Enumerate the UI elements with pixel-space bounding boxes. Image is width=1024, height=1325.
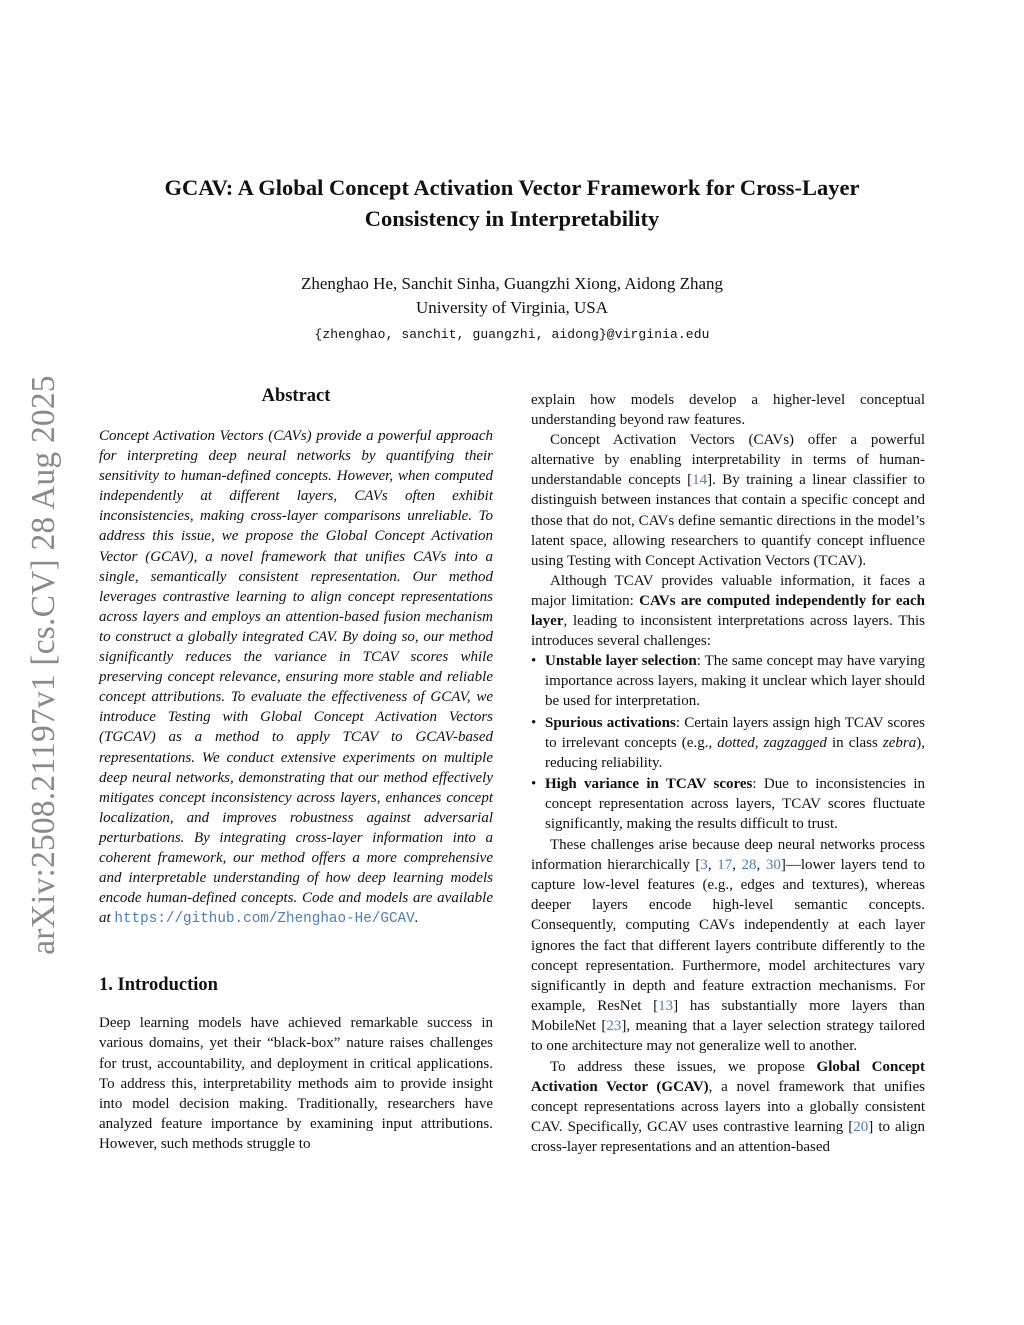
right-paragraph-4 — [531, 1057, 925, 1157]
citation-13[interactable]: 13 — [658, 997, 674, 1014]
bullet2-text: : Certain layers assign high TCAV scores to irrelevant concepts (e.g., — [545, 714, 925, 751]
p2-bold: CAVs are computed independently for each layer — [531, 592, 925, 630]
abstract-body — [99, 426, 493, 929]
author-names: Zhenghao He, Sanchit Sinha, Guangzhi Xiong, Aidong Zhang — [300, 274, 724, 293]
right-paragraph-0: explain how models develop a higher-level conceptual understanding beyond raw features. — [531, 392, 925, 429]
bullet3-text: : Due to inconsistencies in concept representation across layers, TCAV scores fluctuate significantly, making the results difficult to trust. — [545, 775, 926, 832]
bullet2-bold: Spurious activations — [545, 714, 676, 731]
p4-bold: Global Concept Activation Vector (GCAV) — [531, 1059, 925, 1096]
p3-text-a: These challenges arise because deep neural networks process information hierarchically [ — [531, 837, 925, 874]
author-block — [100, 272, 924, 347]
right-paragraph-2 — [531, 571, 925, 651]
p2-text-b: , leading to inconsistent interpretations across layers. This introduces several challenges: — [531, 613, 925, 650]
paper-title — [100, 172, 924, 234]
right-column — [531, 390, 925, 1158]
citation-17[interactable]: 17 — [717, 857, 733, 874]
citation-3[interactable]: 3 — [700, 857, 708, 874]
right-paragraph-1 — [531, 430, 925, 571]
affiliation: University of Virginia, USA — [416, 298, 608, 317]
bullet1-bold: Unstable layer selection — [545, 653, 697, 670]
author-emails: {zhenghao, sanchit, guangzhi, aidong}@virginia.edu — [314, 327, 710, 342]
intro-heading: 1. Introduction — [99, 975, 218, 996]
p2-text-a: Although TCAV provides valuable information, it faces a major limitation: — [531, 572, 925, 609]
code-link[interactable]: https://github.com/Zhenghao-He/GCAV — [114, 911, 415, 928]
p3-text-d: ], meaning that a layer selection strategy tailored to one architecture may not generalize well to another. — [531, 1017, 925, 1054]
title-line-2: Consistency in Interpretability — [364, 206, 660, 231]
p3-text-c: ] has substantially more layers than MobileNet [ — [531, 997, 925, 1034]
citation-30[interactable]: 30 — [765, 857, 781, 874]
p4-text-a: To address these issues, we propose — [550, 1059, 817, 1076]
abstract-heading: Abstract — [261, 386, 331, 406]
intro-paragraph-1: Deep learning models have achieved remarkable success in various domains, yet their “black-box” nature raises challenges for trust, accountability, and deployment in critical applications. To address this, interpretability methods aim to provide insight into model decision making. Traditionally, researchers have analyzed feature importance by examining input attributions. However, such methods struggle to — [99, 1015, 493, 1152]
arxiv-stamp: arXiv:2508.21197v1 [cs.CV] 28 Aug 2025 — [25, 375, 62, 955]
citation-14[interactable]: 14 — [692, 472, 708, 489]
title-line-1: GCAV: A Global Concept Activation Vector Framework for Cross-Layer — [164, 175, 860, 200]
bullet1-text: : The same concept may have varying importance across layers, making it unclear which layer should be used for interpretation. — [545, 653, 926, 710]
p4-text-b: , a novel framework that unifies concept representations across layers into a globally consistent CAV. Specifically, GCAV uses contrastive learning [ — [531, 1079, 925, 1136]
p1-text-a: Concept Activation Vectors (CAVs) offer a powerful alternative by enabling interpretability in terms of human-understandable concepts [ — [531, 432, 925, 489]
list-item — [545, 651, 925, 711]
citation-23[interactable]: 23 — [606, 1017, 622, 1034]
bullet2-em2: zebra — [882, 734, 917, 751]
left-column — [99, 384, 493, 1154]
p4-text-c: ] to align cross-layer representations and an attention-based — [531, 1119, 926, 1156]
p3-text-b: ]—lower layers tend to capture low-level features (e.g., edges and textures), whereas deeper layers encode high-level semantic concepts. Consequently, computing CAVs independently at each layer ignores the fact that different layers contribute differently to the concept representation. Furthermore, model architectures vary significantly in depth and feature extraction mechanisms. For example, ResNet [ — [531, 857, 926, 1014]
abstract-end: . — [414, 910, 419, 927]
bullet2-em1: dotted, zagzagged — [717, 734, 827, 751]
bullet2-end: ), reducing reliability. — [545, 734, 926, 771]
list-item — [545, 713, 925, 773]
bullet2-mid: in class — [826, 734, 883, 751]
challenge-list — [531, 651, 925, 834]
p1-text-b: ]. By training a linear classifier to distinguish between instances that contain a specific concept and those that do not, CAVs define semantic directions in the model’s latent space, allowing researchers to quantify concept influence using Testing with Concept Activation Vectors (TCAV). — [531, 472, 925, 569]
citation-28[interactable]: 28 — [741, 857, 757, 874]
abstract-text: Concept Activation Vectors (CAVs) provide a powerful approach for interpreting deep neural networks by quantifying their sensitivity to human-defined concepts. However, when computed independently at different layers, CAVs often exhibit inconsistencies, making cross-layer comparisons unreliable. To address this issue, we propose the Global Concept Activation Vector (GCAV), a novel framework that unifies CAVs into a single, semantically consistent representation. Our method leverages contrastive learning to align concept representations across layers and employs an attention-based fusion mechanism to construct a globally integrated CAV. By doing so, our method significantly reduces the variance in TCAV scores while preserving concept relevance, ensuring more stable and reliable concept attributions. To evaluate the effectiveness of GCAV, we introduce Testing with Global Concept Activation Vectors (TGCAV) as a method to apply TCAV to GCAV-based representations. We conduct extensive experiments on multiple deep neural networks, demonstrating that our method effectively mitigates concept inconsistency across layers, enhances concept localization, and improves robustness against adversarial perturbations. By integrating cross-layer information into a coherent framework, our method offers a more comprehensive and interpretable understanding of how deep learning models encode human-defined concepts. Code and models are available at — [99, 428, 493, 927]
citation-20[interactable]: 20 — [853, 1119, 869, 1136]
right-paragraph-3: These challenges arise because deep neural networks process information hierarchically [3, 17, 28, 30]—lower layers tend to capture low-level features (e.g., edges and textures), whereas deeper layers encode high-level semantic concepts. Consequently, computing CAVs independently at each layer ignores the fact that different layers contribute differently to the concept representation. Furthermore, model architectures vary significantly in depth and feature extraction mechanisms. For example, ResNet [13] has substantially more layers than MobileNet [23], meaning that a layer selection strategy tailored to one architecture may not generalize well to another. — [531, 837, 926, 1054]
list-item — [545, 774, 925, 834]
bullet3-bold: High variance in TCAV scores — [545, 775, 753, 792]
